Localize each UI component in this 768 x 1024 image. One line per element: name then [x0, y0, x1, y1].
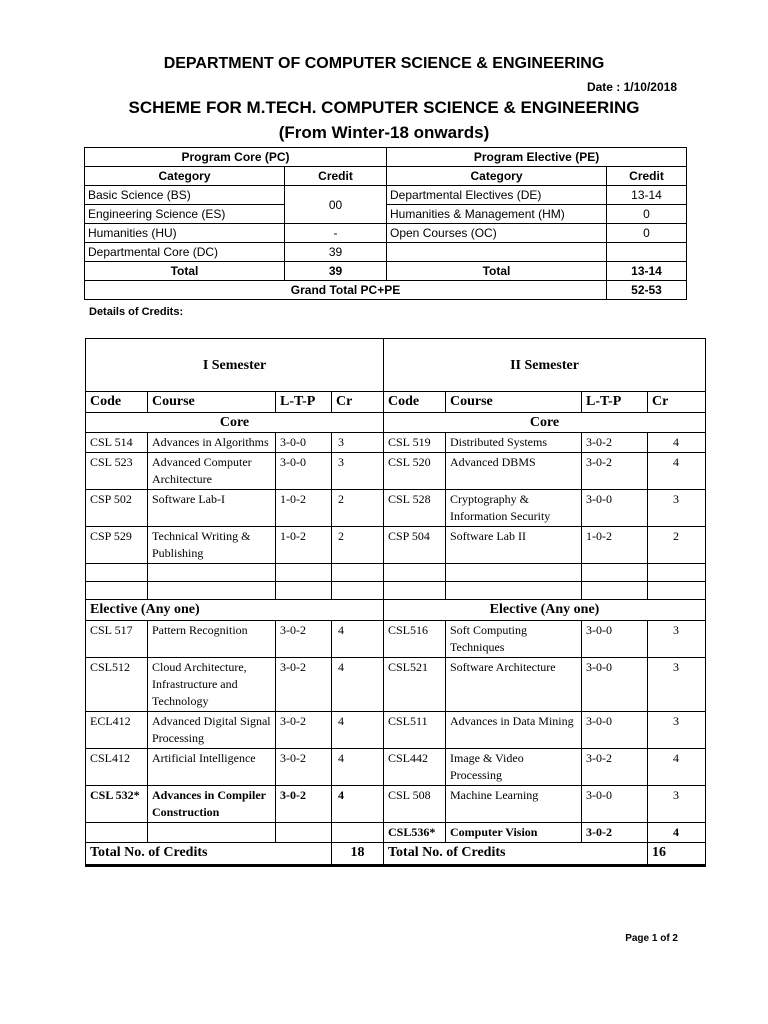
course-name: Advances in Algorithms — [148, 433, 276, 453]
course-ltp: 3-0-2 — [582, 453, 648, 490]
pc-total-label: Total — [85, 262, 285, 281]
core-label: Core — [86, 413, 384, 433]
course-ltp: 3-0-2 — [276, 621, 332, 658]
course-name — [148, 823, 276, 843]
date-label: Date : 1/10/2018 — [586, 80, 677, 94]
course-ltp: 3-0-2 — [582, 823, 648, 843]
pe-credit — [607, 243, 687, 262]
summary-column-header-row — [85, 167, 687, 186]
course-ltp: 3-0-2 — [582, 749, 648, 786]
summary-total-row — [85, 262, 687, 281]
course-name: Advanced Computer Architecture — [148, 453, 276, 490]
course-code: CSL511 — [384, 712, 446, 749]
cr-header: Cr — [332, 392, 384, 413]
course-credit: 3 — [648, 658, 706, 712]
course-ltp: 3-0-2 — [276, 786, 332, 823]
course-name: Soft Computing Techniques — [446, 621, 582, 658]
semester-1-title: I Semester — [86, 339, 384, 392]
course-code: CSL 532* — [86, 786, 148, 823]
ltp-header: L-T-P — [582, 392, 648, 413]
pe-total-label: Total — [387, 262, 607, 281]
total-credits-value: 18 — [332, 843, 384, 866]
course-credit: 4 — [332, 712, 384, 749]
course-code: CSL 528 — [384, 490, 446, 527]
course-credit: 4 — [648, 749, 706, 786]
grand-total-value: 52-53 — [607, 281, 687, 300]
pe-credit: 13-14 — [607, 186, 687, 205]
course-ltp: 1-0-2 — [276, 490, 332, 527]
course-name: Software Lab-I — [148, 490, 276, 527]
course-row — [86, 490, 706, 527]
pc-credit: - — [285, 224, 387, 243]
pc-category: Basic Science (BS) — [85, 186, 285, 205]
course-credit: 3 — [332, 433, 384, 453]
course-credit: 2 — [332, 527, 384, 564]
course-row — [86, 823, 706, 843]
summary-row — [85, 224, 687, 243]
course-credit: 3 — [332, 453, 384, 490]
pe-total-value: 13-14 — [607, 262, 687, 281]
course-credit: 4 — [332, 658, 384, 712]
ltp-header: L-T-P — [276, 392, 332, 413]
course-name: Cryptography & Information Security — [446, 490, 582, 527]
pe-category — [387, 243, 607, 262]
course-name: Computer Vision — [446, 823, 582, 843]
pc-category: Engineering Science (ES) — [85, 205, 285, 224]
credit-summary-table — [84, 147, 687, 300]
course-credit: 3 — [648, 786, 706, 823]
course-ltp: 1-0-2 — [582, 527, 648, 564]
scheme-subtitle: (From Winter-18 onwards) — [278, 123, 490, 142]
course-name: Artificial Intelligence — [148, 749, 276, 786]
course-code: CSP 502 — [86, 490, 148, 527]
course-code: CSL521 — [384, 658, 446, 712]
code-header: Code — [86, 392, 148, 413]
semester-2-title: II Semester — [384, 339, 706, 392]
pe-category: Departmental Electives (DE) — [387, 186, 607, 205]
empty-row — [86, 564, 706, 582]
pc-credit: 39 — [285, 243, 387, 262]
course-code: CSL 514 — [86, 433, 148, 453]
course-credit — [332, 823, 384, 843]
cr-header: Cr — [648, 392, 706, 413]
column-header-row — [86, 392, 706, 413]
course-row — [86, 621, 706, 658]
summary-heading-row — [85, 148, 687, 167]
course-credit: 4 — [332, 621, 384, 658]
program-elective-heading: Program Elective (PE) — [387, 148, 687, 167]
pe-credit-header: Credit — [607, 167, 687, 186]
pe-category: Open Courses (OC) — [387, 224, 607, 243]
course-row — [86, 658, 706, 712]
program-core-heading: Program Core (PC) — [85, 148, 387, 167]
pc-category: Humanities (HU) — [85, 224, 285, 243]
course-credit: 2 — [332, 490, 384, 527]
course-credit: 4 — [332, 749, 384, 786]
course-name: Technical Writing & Publishing — [148, 527, 276, 564]
course-credit: 4 — [648, 453, 706, 490]
course-code: CSP 529 — [86, 527, 148, 564]
course-credit: 3 — [648, 621, 706, 658]
course-name: Machine Learning — [446, 786, 582, 823]
pe-credit: 0 — [607, 224, 687, 243]
core-label: Core — [384, 413, 706, 433]
course-code: CSL442 — [384, 749, 446, 786]
pc-credit: 00 — [285, 186, 387, 224]
details-of-credits-label: Details of Credits: — [89, 306, 184, 318]
course-credit: 4 — [332, 786, 384, 823]
elective-label-row — [86, 600, 706, 621]
semester-table — [85, 338, 706, 867]
course-row — [86, 749, 706, 786]
course-ltp: 1-0-2 — [276, 527, 332, 564]
pc-credit-header: Credit — [285, 167, 387, 186]
course-ltp: 3-0-0 — [582, 490, 648, 527]
course-row — [86, 712, 706, 749]
course-name: Advances in Compiler Construction — [148, 786, 276, 823]
course-header: Course — [446, 392, 582, 413]
course-code: ECL412 — [86, 712, 148, 749]
course-row — [86, 786, 706, 823]
elective-label: Elective (Any one) — [86, 600, 384, 621]
course-ltp: 3-0-0 — [582, 712, 648, 749]
pc-category-header: Category — [85, 167, 285, 186]
course-credit: 2 — [648, 527, 706, 564]
course-ltp: 3-0-2 — [582, 433, 648, 453]
core-label-row — [86, 413, 706, 433]
course-ltp: 3-0-0 — [582, 621, 648, 658]
course-code: CSL512 — [86, 658, 148, 712]
course-ltp: 3-0-0 — [276, 433, 332, 453]
pe-category: Humanities & Management (HM) — [387, 205, 607, 224]
course-name: Software Architecture — [446, 658, 582, 712]
course-ltp — [276, 823, 332, 843]
summary-row — [85, 186, 687, 205]
scheme-title: SCHEME FOR M.TECH. COMPUTER SCIENCE & ENGINEERING — [128, 98, 640, 117]
course-code: CSL516 — [384, 621, 446, 658]
course-ltp: 3-0-0 — [582, 658, 648, 712]
page-number: Page 1 of 2 — [625, 933, 678, 944]
course-name: Advanced Digital Signal Processing — [148, 712, 276, 749]
course-code: CSL 517 — [86, 621, 148, 658]
empty-row — [86, 582, 706, 600]
total-credits-value: 16 — [648, 843, 706, 866]
course-code: CSL536* — [384, 823, 446, 843]
course-ltp: 3-0-0 — [582, 786, 648, 823]
course-code: CSL 520 — [384, 453, 446, 490]
course-name: Pattern Recognition — [148, 621, 276, 658]
course-code: CSL 508 — [384, 786, 446, 823]
course-name: Software Lab II — [446, 527, 582, 564]
summary-row — [85, 243, 687, 262]
course-credit: 4 — [648, 823, 706, 843]
course-ltp: 3-0-0 — [276, 453, 332, 490]
course-row — [86, 433, 706, 453]
course-credit: 3 — [648, 712, 706, 749]
pc-category: Departmental Core (DC) — [85, 243, 285, 262]
course-code: CSL 523 — [86, 453, 148, 490]
semester-heading-row — [86, 339, 706, 392]
pe-category-header: Category — [387, 167, 607, 186]
course-ltp: 3-0-2 — [276, 712, 332, 749]
course-name: Cloud Architecture, Infrastructure and Technology — [148, 658, 276, 712]
grand-total-row — [85, 281, 687, 300]
course-code — [86, 823, 148, 843]
course-name: Advanced DBMS — [446, 453, 582, 490]
code-header: Code — [384, 392, 446, 413]
pc-total-value: 39 — [285, 262, 387, 281]
course-code: CSL 519 — [384, 433, 446, 453]
course-code: CSL412 — [86, 749, 148, 786]
course-ltp: 3-0-2 — [276, 749, 332, 786]
total-credits-row — [86, 843, 706, 866]
course-ltp: 3-0-2 — [276, 658, 332, 712]
course-header: Course — [148, 392, 276, 413]
course-row — [86, 527, 706, 564]
elective-label: Elective (Any one) — [384, 600, 706, 621]
department-title: DEPARTMENT OF COMPUTER SCIENCE & ENGINEERING — [163, 55, 605, 72]
course-name: Distributed Systems — [446, 433, 582, 453]
pe-credit: 0 — [607, 205, 687, 224]
course-row — [86, 453, 706, 490]
course-name: Advances in Data Mining — [446, 712, 582, 749]
course-credit: 4 — [648, 433, 706, 453]
grand-total-label: Grand Total PC+PE — [85, 281, 607, 300]
total-credits-label: Total No. of Credits — [86, 843, 332, 866]
total-credits-label: Total No. of Credits — [384, 843, 648, 866]
course-credit: 3 — [648, 490, 706, 527]
course-name: Image & Video Processing — [446, 749, 582, 786]
course-code: CSP 504 — [384, 527, 446, 564]
